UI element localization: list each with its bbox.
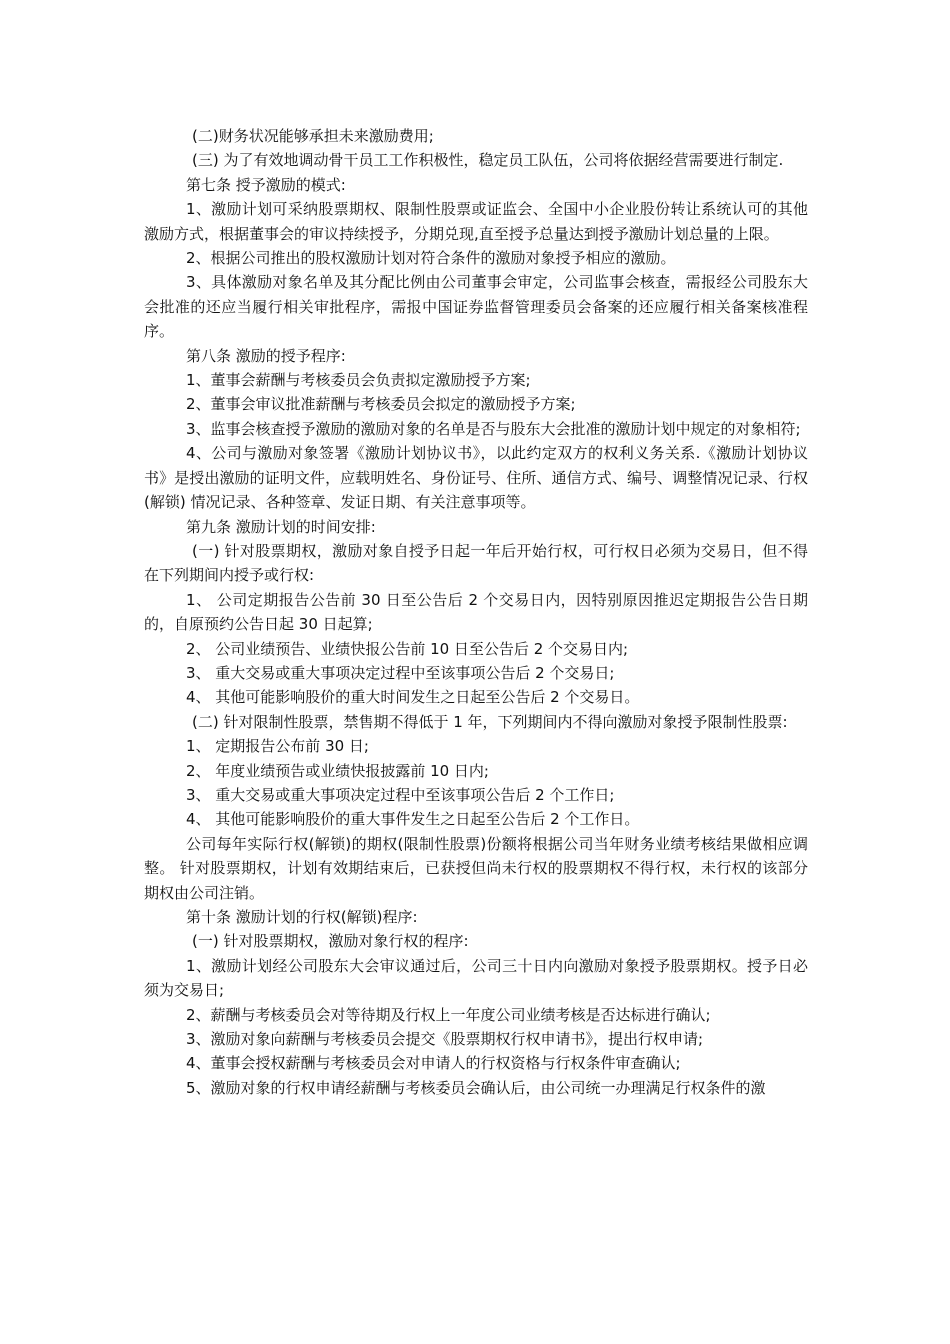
paragraph: 1、 定期报告公布前 30 日; xyxy=(186,737,369,756)
paragraph: 1、激励计划经公司股东大会审议通过后，公司三十日内向激励对象授予股票期权。授予日必须为交易日; xyxy=(144,956,808,1000)
paragraph: 3、具体激励对象名单及其分配比例由公司董事会审定，公司监事会核查，需报经公司股东大会批准的还应当履行相关审批程序，需报中国证券监督管理委员会备案的还应履行相关备案核准程序。 xyxy=(144,273,808,341)
paragraph: 1、 公司定期报告公告前 30 日至公告后 2 个交易日内，因特别原因推迟定期报告公告日期的，自原预约公告日起 30 日起算; xyxy=(144,590,808,634)
paragraph: 1、董事会薪酬与考核委员会负责拟定激励授予方案; xyxy=(186,371,531,390)
paragraph: (一) 针对股票期权，激励对象自授予日起一年后开始行权，可行权日必须为交易日，但不得在下列期间内授予或行权: xyxy=(144,541,808,585)
paragraph: 4、 其他可能影响股价的重大事件发生之日起至公告后 2 个工作日。 xyxy=(186,810,640,829)
document-body xyxy=(144,124,808,1100)
paragraph: 3、 重大交易或重大事项决定过程中至该事项公告后 2 个工作日; xyxy=(186,785,615,804)
paragraph: 公司每年实际行权(解锁)的期权(限制性股票)份额将根据公司当年财务业绩考核结果做相应调整。 针对股票期权，计划有效期结束后，已获授但尚未行权的股票期权不得行权，未行权的该部分期权由公司注销。 xyxy=(144,834,808,902)
paragraph: 3、 重大交易或重大事项决定过程中至该事项公告后 2 个交易日; xyxy=(186,663,615,682)
paragraph: (二)财务状况能够承担未来激励费用; xyxy=(192,127,434,145)
paragraph: (二) 针对限制性股票，禁售期不得低于 1 年，下列期间内不得向激励对象授予限制性股票: xyxy=(192,712,788,731)
paragraph: 第八条 激励的授予程序: xyxy=(186,346,346,365)
paragraph: 1、激励计划可采纳股票期权、限制性股票或证监会、全国中小企业股份转让系统认可的其他激励方式，根据董事会的审议持续授予，分期兑现,直至授予总量达到授予激励计划总量的上限。 xyxy=(144,200,808,243)
paragraph: 第七条 授予激励的模式: xyxy=(186,175,346,194)
paragraph: 2、 公司业绩预告、业绩快报公告前 10 日至公告后 2 个交易日内; xyxy=(186,639,629,658)
paragraph: (三) 为了有效地调动骨干员工工作积极性，稳定员工队伍，公司将依据经营需要进行制定. xyxy=(192,151,784,170)
paragraph: (一) 针对股票期权，激励对象行权的程序: xyxy=(192,932,469,951)
paragraph: 4、董事会授权薪酬与考核委员会对申请人的行权资格与行权条件审查确认; xyxy=(186,1054,681,1073)
paragraph: 2、 年度业绩预告或业绩快报披露前 10 日内; xyxy=(186,761,489,780)
paragraph: 4、 其他可能影响股价的重大时间发生之日起至公告后 2 个交易日。 xyxy=(186,688,640,707)
paragraph: 2、根据公司推出的股权激励计划对符合条件的激励对象授予相应的激励。 xyxy=(186,249,676,268)
paragraph: 第十条 激励计划的行权(解锁)程序: xyxy=(186,908,418,926)
paragraph: 3、监事会核查授予激励的激励对象的名单是否与股东大会批准的激励计划中规定的对象相符; xyxy=(186,419,801,438)
paragraph: 2、董事会审议批准薪酬与考核委员会拟定的激励授予方案; xyxy=(186,395,576,414)
paragraph: 5、激励对象的行权申请经薪酬与考核委员会确认后，由公司统一办理满足行权条件的激 xyxy=(186,1078,766,1097)
paragraph: 2、薪酬与考核委员会对等待期及行权上一年度公司业绩考核是否达标进行确认; xyxy=(186,1005,711,1024)
paragraph: 第九条 激励计划的时间安排: xyxy=(186,517,376,536)
paragraph: 3、激励对象向薪酬与考核委员会提交《股票期权行权申请书》，提出行权申请; xyxy=(186,1030,704,1049)
paragraph: 4、公司与激励对象签署《激励计划协议书》，以此约定双方的权利义务关系.《激励计划协议书》是授出激励的证明文件，应载明姓名、身份证号、住所、通信方式、编号、调整情况记录、行权(解锁) 情况记录、各种签章、发证日期、有关注意事项等。 xyxy=(144,444,808,512)
